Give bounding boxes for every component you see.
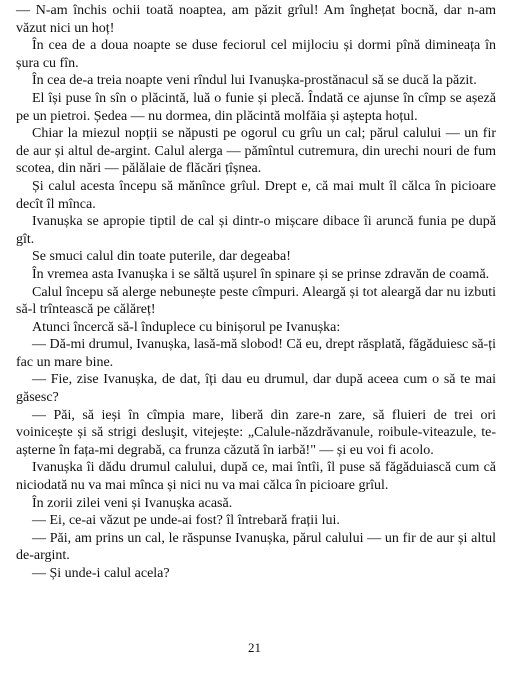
paragraph: — Fie, zise Ivanușka, de dat, îți dau eu drumul, dar după aceea cum o să te mai găsesc? [16, 372, 496, 406]
paragraph: Calul începu să alerge nebunește peste cîmpuri. Aleargă și tot aleargă dar nu izbuti să-l trîntească pe călăreț! [16, 284, 496, 318]
paragraph: Chiar la miezul nopții se năpusti pe ogorul cu grîu un cal; părul calului — un fir de aur și altul de-argint. Calul alerga — pămîntul cutremura, din urechi nouri de fum scotea, din nări — pălălaie de flăcări țîșnea. [16, 126, 496, 177]
page-number: 21 [248, 640, 261, 655]
paragraph: — Păi, am prins un cal, le răspunse Ivanușka, părul calului — un fir de aur și altul de-argint. [16, 530, 496, 564]
paragraph: În cea de-a treia noapte veni rîndul lui Ivanușka-prostănacul să se ducă la păzit. [32, 73, 477, 89]
paragraph: În zorii zilei veni și Ivanușka acasă. [32, 495, 233, 511]
paragraph: — Dă-mi drumul, Ivanușka, lasă-mă slobod! Că eu, drept răsplată, făgăduiesc să-ți fac un mare bine. [16, 337, 496, 370]
paragraph: Și calul acesta începu să mănînce grîul. Drept e, că mai mult îl călca în picioare decît îl mînca. [16, 178, 496, 212]
paragraph: — Păi, să ieși în cîmpia mare, liberă din zare-n zare, să fluieri de trei ori voinicește și să strigi desluşit, vitejește: „Calule-năzdrăvanule, roibule-viteazule, te-așterne în fața-mi degrabă, ca frunza căzută în iarbă!" — și eu voi fi acolo. [16, 407, 496, 458]
paragraph: — N-am închis ochii toată noaptea, am păzit grîul! Am înghețat bocnă, dar n-am văzut nici un hoț! [16, 3, 496, 36]
paragraph: În cea de a doua noapte se duse feciorul cel mijlociu și dormi pînă dimineața în șura cu fîn. [16, 38, 496, 71]
paragraph: El își puse în sîn o plăcintă, luă o funie și plecă. Îndată ce ajunse în cîmp se așeză pe un pietroi. Ședea — nu dormea, din plăcintă molfăia și aștepta hoțul. [16, 90, 496, 124]
paragraph: — Și unde-i calul acela? [32, 566, 170, 581]
page-body [16, 2, 496, 583]
paragraph: În vremea asta Ivanușka i se săltă ușurel în spinare și se prinse zdravăn de coamă. [32, 266, 490, 282]
paragraph: Atunci încercă să-l înduplece cu binișorul pe Ivanușka: [32, 319, 341, 335]
paragraph: Ivanușka îi dădu drumul calului, după ce, mai întîi, îl puse să făgăduiască cum că niciodată nu va mai mînca și nici nu va mai călca în picioare grîul. [16, 460, 496, 494]
paragraph: Ivanușka se apropie tiptil de cal și dintr-o mișcare dibace îi aruncă funia pe după gît. [16, 214, 496, 247]
paragraph: Se smuci calul din toate puterile, dar degeaba! [32, 249, 291, 265]
paragraph: — Ei, ce-ai văzut pe unde-ai fost? îl întrebară frații lui. [32, 513, 340, 529]
